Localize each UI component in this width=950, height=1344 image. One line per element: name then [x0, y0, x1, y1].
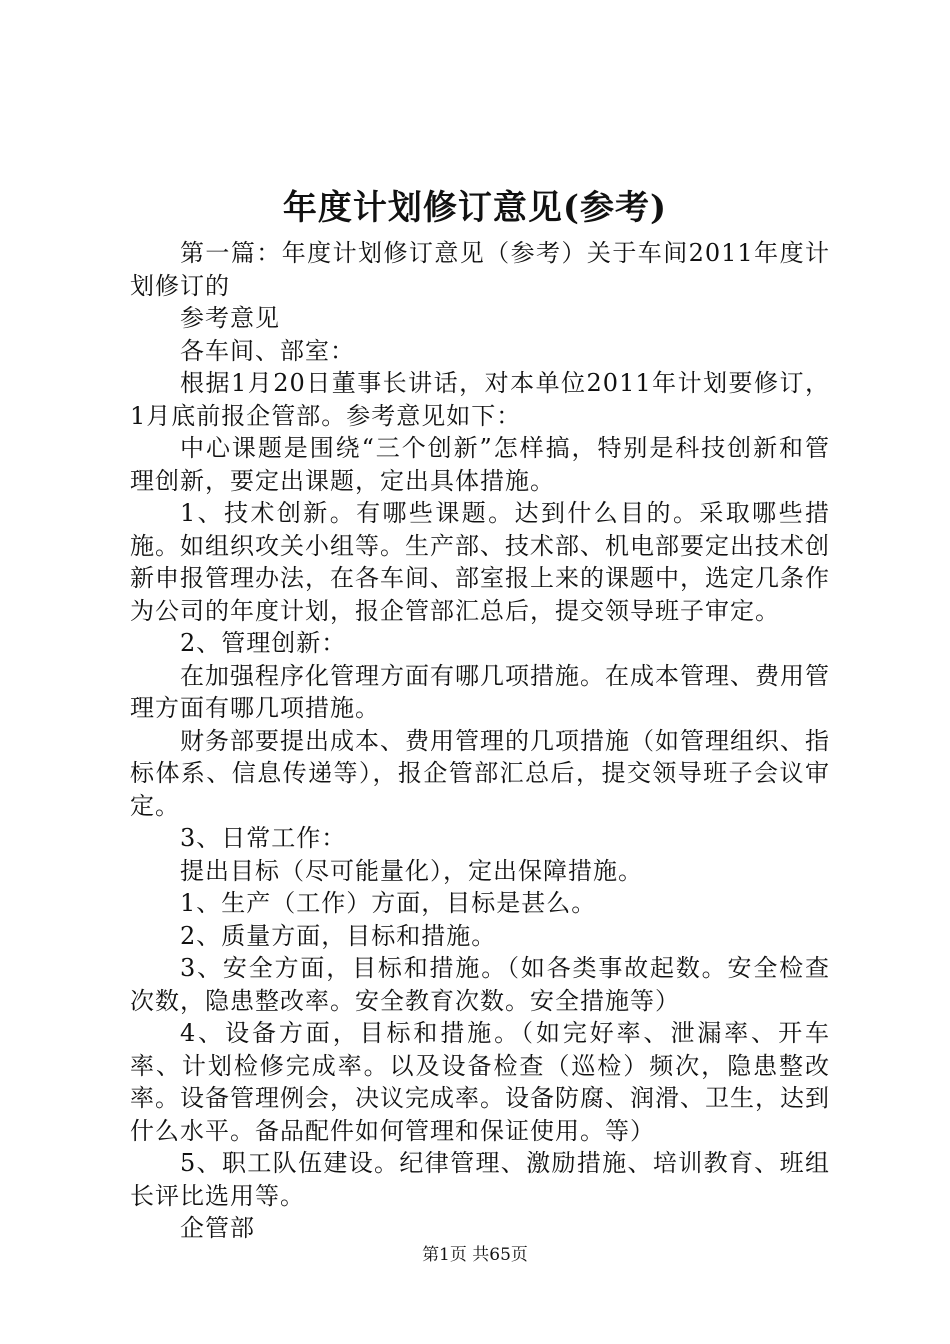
paragraph-6: 1、技术创新。有哪些课题。达到什么目的。采取哪些措施。如组织攻关小组等。生产部、技术部、机电部要定出技术创新申报管理办法，在各车间、部室报上来的课题中，选定几条作为公司的年度计划，报企管部汇总后，提交领导班子审定。 — [130, 499, 830, 625]
paragraph-12: 1、生产（工作）方面，目标是甚么。 — [180, 889, 597, 917]
document-body — [130, 237, 830, 1245]
paragraph-15: 4、设备方面，目标和措施。（如完好率、泄漏率、开车率、计划检修完成率。以及设备检查（巡检）频次，隐患整改率。设备管理例会，决议完成率。设备防腐、润滑、卫生，达到什么水平。备品配件如何管理和保证使用。等） — [130, 1019, 830, 1145]
paragraph-9: 财务部要提出成本、费用管理的几项措施（如管理组织、指标体系、信息传递等），报企管部汇总后，提交领导班子会议审定。 — [130, 726, 830, 820]
paragraph-16: 5、职工队伍建设。纪律管理、激励措施、培训教育、班组长评比选用等。 — [130, 1149, 830, 1210]
paragraph-14: 3、安全方面，目标和措施。（如各类事故起数。安全检查次数，隐患整改率。安全教育次数。安全措施等） — [130, 954, 830, 1015]
paragraph-13: 2、质量方面，目标和措施。 — [180, 921, 497, 950]
paragraph-4: 根据1月20日董事长讲话，对本单位2011年计划要修订，1月底前报企管部。参考意见如下： — [130, 369, 830, 430]
paragraph-10: 3、日常工作： — [180, 824, 347, 852]
paragraph-11: 提出目标（尽可能量化），定出保障措施。 — [180, 856, 643, 885]
page-number-footer: 第1页 共65页 — [422, 1245, 528, 1265]
paragraph-5: 中心课题是围绕“三个创新”怎样搞，特别是科技创新和管理创新，要定出课题，定出具体措施。 — [130, 434, 830, 495]
paragraph-17: 企管部 — [180, 1214, 255, 1242]
paragraph-1: 第一篇：年度计划修订意见（参考）关于车间2011年度计划修订的 — [130, 239, 830, 300]
document-title: 年度计划修订意见(参考) — [282, 188, 668, 228]
paragraph-8: 在加强程序化管理方面有哪几项措施。在成本管理、费用管理方面有哪几项措施。 — [130, 661, 830, 722]
paragraph-2: 参考意见 — [180, 304, 280, 332]
paragraph-7: 2、管理创新： — [180, 629, 347, 657]
paragraph-3: 各车间、部室： — [180, 336, 355, 365]
